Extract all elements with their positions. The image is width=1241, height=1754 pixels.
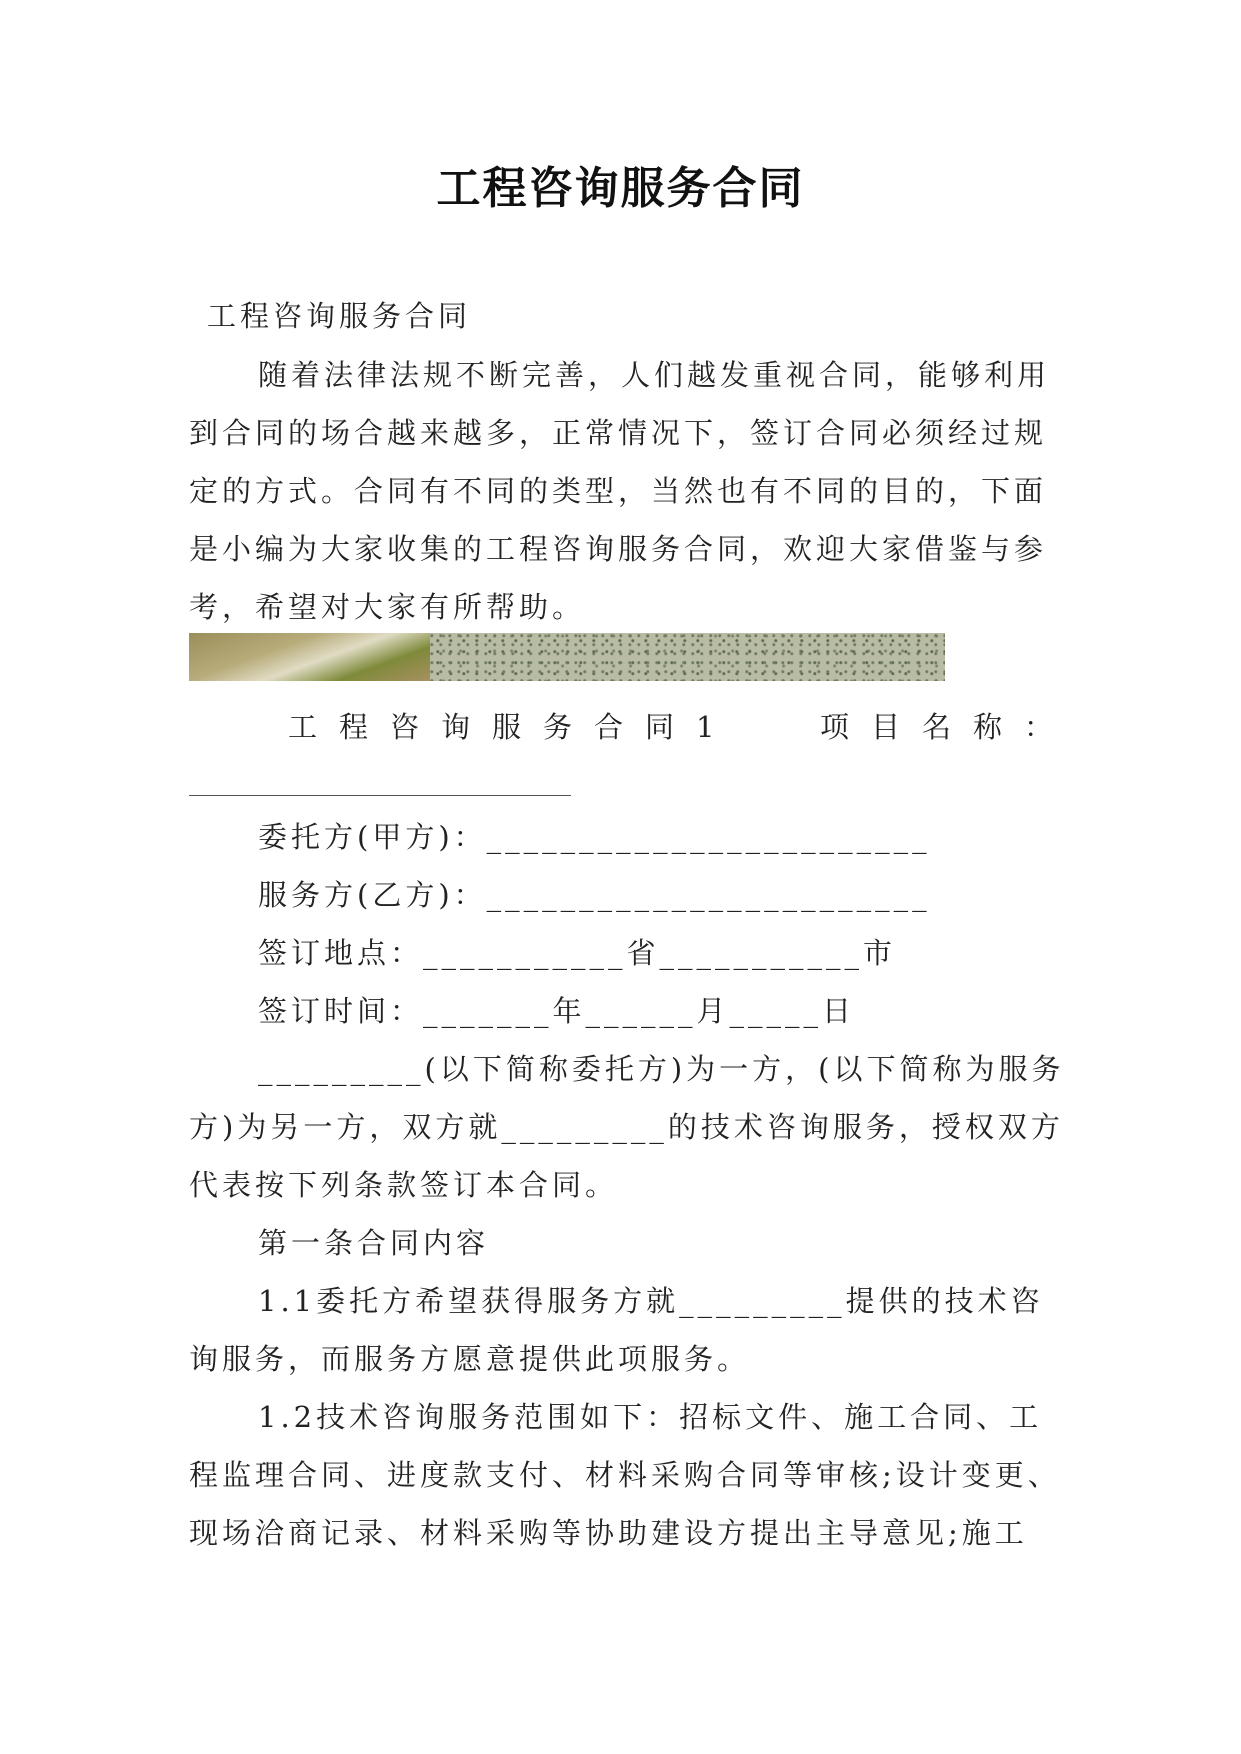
- body-line-9: 现场洽商记录、材料采购等协助建设方提出主导意见;施工: [189, 1516, 1028, 1550]
- intro-line-5: 考，希望对大家有所帮助。: [189, 590, 586, 624]
- intro-line-4: 是小编为大家收集的工程咨询服务合同，欢迎大家借鉴与参: [189, 532, 1048, 566]
- sign-time-line: 签订时间：_______年______月_____日: [258, 994, 856, 1028]
- decorative-banner-image: [189, 633, 945, 681]
- client-party-line: 委托方(甲方)：________________________: [258, 820, 931, 854]
- banner-texture-right: [430, 633, 945, 681]
- body-line-5: 1.1委托方希望获得服务方就_________提供的技术咨: [258, 1284, 1044, 1318]
- intro-line-1: 随着法律法规不断完善，人们越发重视合同，能够利用: [258, 358, 1051, 392]
- intro-line-2: 到合同的场合越来越多，正常情况下，签订合同必须经过规: [189, 416, 1048, 450]
- provider-party-line: 服务方(乙方)：________________________: [258, 878, 931, 912]
- project-name-blank: [189, 795, 571, 796]
- section-heading-1: 第一条合同内容: [258, 1226, 490, 1260]
- body-line-7: 1.2技术咨询服务范围如下：招标文件、施工合同、工: [258, 1400, 1043, 1434]
- project-name-label: 项目名称：: [820, 710, 1076, 744]
- intro-line-3: 定的方式。合同有不同的类型，当然也有不同的目的，下面: [189, 474, 1048, 508]
- contract-heading: 工程咨询服务合同1: [288, 710, 737, 744]
- banner-photo-left: [189, 633, 430, 681]
- body-line-6: 询服务，而服务方愿意提供此项服务。: [189, 1342, 751, 1376]
- sign-place-line: 签订地点：___________省___________市: [258, 936, 897, 970]
- body-line-3: 代表按下列条款签订本合同。: [189, 1168, 619, 1202]
- document-title: 工程咨询服务合同: [436, 163, 805, 214]
- body-line-8: 程监理合同、进度款支付、材料采购合同等审核;设计变更、: [189, 1458, 1061, 1492]
- body-line-1: _________(以下简称委托方)为一方，(以下简称为服务: [258, 1052, 1065, 1086]
- document-subtitle: 工程咨询服务合同: [207, 299, 472, 333]
- body-line-2: 方)为另一方，双方就_________的技术咨询服务，授权双方: [189, 1110, 1064, 1144]
